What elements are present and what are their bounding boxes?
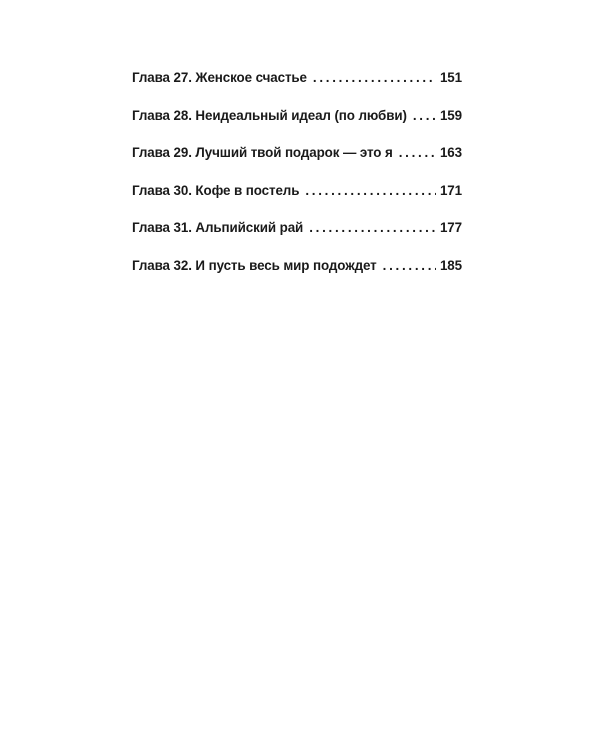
table-of-contents	[132, 70, 462, 296]
toc-entry-page: 185	[439, 257, 462, 273]
toc-entry-title: Глава 27. Женское счастье	[132, 70, 307, 85]
toc-entry-chapter-28	[132, 108, 462, 146]
toc-entry-chapter-31	[132, 220, 462, 258]
toc-dot-leader	[383, 258, 436, 273]
toc-entry-chapter-30	[132, 183, 462, 221]
toc-dot-leader	[305, 183, 436, 198]
toc-entry-chapter-27	[132, 70, 462, 108]
toc-entry-title: Глава 30. Кофе в постель	[132, 182, 300, 198]
toc-dot-leader	[309, 220, 436, 235]
toc-entry-page: 159	[439, 107, 462, 123]
toc-entry-page: 163	[439, 145, 462, 161]
toc-entry-page: 177	[439, 220, 462, 236]
toc-dot-leader	[313, 70, 436, 85]
toc-entry-title: Глава 28. Неидеальный идеал (по любви)	[132, 107, 407, 123]
toc-entry-page: 151	[439, 70, 462, 85]
toc-entry-title: Глава 29. Лучший твой подарок — это я	[132, 145, 393, 161]
toc-entry-title: Глава 32. И пусть весь мир подождет	[132, 257, 377, 273]
toc-entry-chapter-32	[132, 258, 462, 296]
toc-entry-title: Глава 31. Альпийский рай	[132, 220, 304, 236]
toc-dot-leader	[399, 145, 436, 160]
toc-entry-page: 171	[439, 182, 462, 198]
toc-entry-chapter-29	[132, 145, 462, 183]
toc-dot-leader	[413, 108, 436, 123]
